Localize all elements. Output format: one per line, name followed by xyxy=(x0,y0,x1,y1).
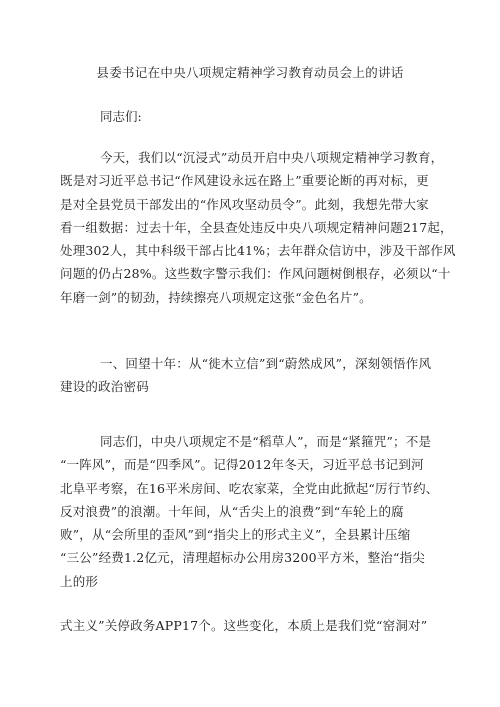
paragraph-line: 今天，我们以“沉浸式”动员开启中央八项规定精神学习教育， xyxy=(100,150,444,165)
paragraph-line: 看一组数据：过去十年，全县查处违反中央八项规定精神问题217起， xyxy=(60,219,453,235)
heading-line: 建设的政治密码 xyxy=(60,379,149,395)
paragraph-line: 既是对习近平总书记“作风建设永远在路上”重要论断的再对标，更 xyxy=(60,173,429,189)
paragraph-line: 反对浪费”的浪潮。十年间，从“舌尖上的浪费”到“车轮上的腐 xyxy=(60,503,404,519)
section-heading xyxy=(60,352,442,399)
paragraph-line: “三公”经费1.2亿元，清理超标办公用房3200平方米，整治“指尖 xyxy=(60,550,425,566)
paragraph-line: 同志们，中央八项规定不是“稻草人”，而是“紧箍咒”；不是 xyxy=(100,434,432,449)
speech-title: 县委书记在中央八项规定精神学习教育动员会上的讲话 xyxy=(96,65,404,80)
continued-paragraph xyxy=(60,614,442,637)
paragraph-line: “一阵风”，而是“四季风”。记得2012年冬天，习近平总书记到河 xyxy=(60,457,424,473)
body-paragraph xyxy=(60,430,442,593)
paragraph-line: 上的形 xyxy=(60,573,99,589)
paragraph-line: 年磨一剑”的韧劲，持续擦亮八项规定这张“金色名片”。 xyxy=(60,289,372,305)
salutation: 同志们: xyxy=(100,109,142,124)
paragraph-line: 问题的仍占28%。这些数字警示我们：作风问题树倒根存，必须以“十 xyxy=(60,266,451,282)
paragraph-line: 是对全县党员干部发出的“作风攻坚动员令”。此刻，我想先带大家 xyxy=(60,196,429,212)
opening-paragraph xyxy=(60,146,456,309)
paragraph-line: 北阜平考察，在16平米房间、吃农家菜，全党由此掀起“厉行节约、 xyxy=(60,480,439,496)
heading-line: 一、回望十年：从“徙木立信”到“蔚然成风”，深刻领悟作风 xyxy=(100,356,432,371)
paragraph-line: 式主义”关停政务APP17个。这些变化，本质上是我们党“窑洞对” xyxy=(60,618,428,633)
paragraph-line: 处理302人，其中科级干部占比41%；去年群众信访中，涉及干部作风 xyxy=(60,243,456,259)
paragraph-line: 败”，从“会所里的歪风”到“指尖上的形式主义”，全县累计压缩 xyxy=(60,527,411,543)
